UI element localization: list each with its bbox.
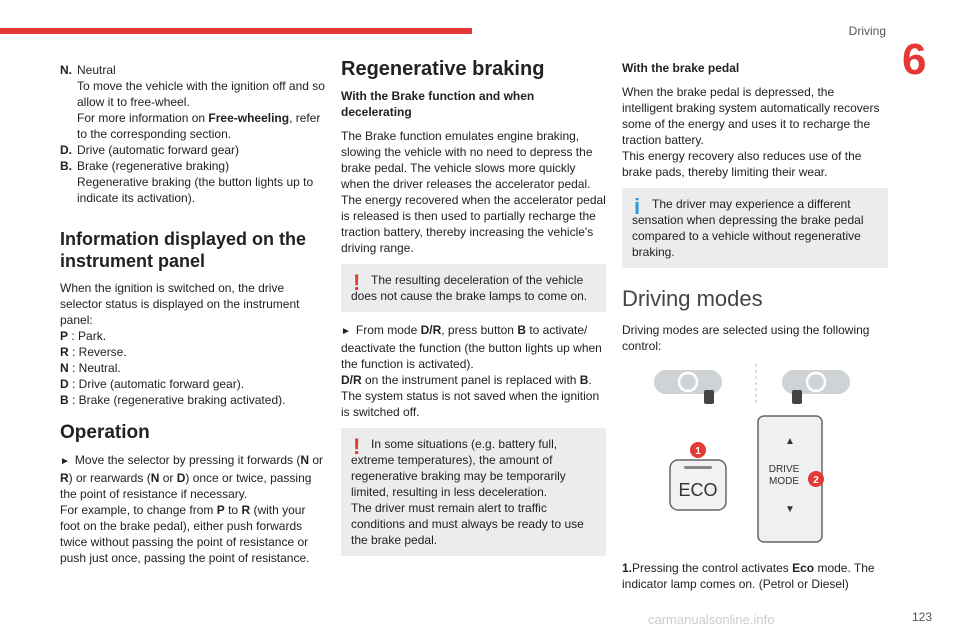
warning-text: In some situations (e.g. battery full, extreme temperatures), the amount of regenerative braking may be temporarily limited, resulting in less deceleration.: [351, 437, 566, 499]
column-1: [60, 62, 326, 572]
pedal-paragraph: This energy recovery also reduces use of the brake pads, thereby limiting their wear.: [622, 149, 862, 179]
status-key: P: [60, 329, 69, 343]
free-wheeling-ref: Free-wheeling: [208, 111, 290, 125]
drive-label: DRIVE: [768, 464, 800, 475]
heading-regenerative-braking: Regenerative braking: [341, 58, 545, 80]
drive-mode-diagram: [622, 362, 888, 552]
mode-description: 1.Pressing the control activates Eco mode. The indicator lamp comes on. (Petrol or Diesel): [622, 561, 875, 591]
subheading-brake-function: With the Brake function and when decelerating: [341, 89, 535, 119]
warning-text: The resulting deceleration of the vehicle does not cause the brake lamps to come on.: [351, 273, 588, 303]
def-key: D.: [60, 143, 72, 157]
chapter-number: 6: [902, 35, 927, 84]
info-intro-text: When the ignition is switched on, the drive selector status is displayed on the instrument panel:: [60, 281, 300, 327]
def-line: Neutral: [77, 63, 116, 77]
def-line: Regenerative braking (the button lights up to indicate its activation).: [77, 175, 314, 205]
brake-button-instructions: ► From mode D/R, press button B to activate/ deactivate the function (the button lights up when the function is activated). D/R on the instrument panel is replaced with B. The system status is not saved when the ignition is switched off.: [341, 323, 602, 419]
section-name: Driving: [848, 24, 886, 38]
def-body: [77, 158, 326, 206]
watermark: carmanualsonline.info: [648, 612, 775, 627]
info-icon: i: [634, 194, 641, 219]
operation-text: ► Move the selector by pressing it forwards (N or R) or rearwards (N or D) once or twice, passing the point of resistance if necessary. For example, to change from P to R (with your foot on the brake pedal), either push forwards twice without passing the point of resistance or push just once, passing the point of resistance.: [60, 453, 324, 565]
warning-text: The driver must remain alert to traffic conditions and must always be ready to use the brake pedal.: [351, 501, 584, 547]
column-2: [341, 58, 606, 566]
status-value: : Reverse.: [68, 345, 127, 359]
status-value: : Park.: [68, 329, 107, 343]
warning-icon: !: [353, 434, 361, 459]
info-text: The driver may experience a different sensation when depressing the brake pedal compared to a vehicle without regenerative braking.: [632, 197, 864, 259]
steering-wheel-right-icon: [782, 370, 850, 404]
column-3: [622, 58, 888, 598]
callout-2-label: 2: [813, 475, 819, 486]
mode-label: MODE: [769, 476, 799, 487]
item-number: 1.: [622, 561, 633, 575]
eco-indicator-lamp: [684, 466, 712, 469]
status-key: N: [60, 361, 69, 375]
warning-note: [341, 428, 606, 556]
rocker-down-arrow: ▼: [785, 504, 795, 515]
bullet-arrow-icon: ►: [60, 456, 70, 467]
rocker-up-arrow: ▲: [785, 436, 795, 447]
def-line: Drive (automatic forward gear): [77, 143, 240, 157]
status-key: R: [60, 345, 69, 359]
def-key: B.: [60, 159, 72, 173]
status-key: D: [60, 377, 69, 391]
status-key: B: [60, 393, 69, 407]
def-neutral: [60, 62, 326, 142]
drive-mode-illustration: [622, 362, 888, 552]
def-line: , refer to the corresponding section.: [77, 111, 321, 141]
def-body: [77, 62, 326, 142]
callout-1-label: 1: [695, 446, 701, 457]
heading-driving-modes: Driving modes: [622, 286, 763, 311]
status-value: : Brake (regenerative braking activated).: [68, 393, 286, 407]
modes-intro: Driving modes are selected using the following control:: [622, 323, 870, 353]
warning-icon: !: [353, 270, 361, 295]
steering-wheel-left-icon: [654, 370, 722, 404]
bullet-arrow-icon: ►: [341, 326, 351, 337]
info-intro: [60, 280, 326, 408]
page-number: 123: [911, 610, 932, 624]
def-brake: [60, 158, 326, 206]
eco-label: ECO: [678, 480, 718, 500]
status-value: : Neutral.: [68, 361, 121, 375]
pedal-paragraph: When the brake pedal is depressed, the intelligent braking system automatically recovers some of the energy and uses it to recharge the traction battery.: [622, 85, 880, 147]
def-line: For more information on: [77, 111, 209, 125]
subheading-brake-pedal: With the brake pedal: [622, 61, 740, 75]
heading-operation: Operation: [60, 422, 150, 443]
info-note: [622, 188, 888, 268]
status-value: : Drive (automatic forward gear).: [68, 377, 245, 391]
regen-paragraph: The Brake function emulates engine braking, slowing the vehicle with no need to depress the brake pedal. The vehicle slows more quickly when the driver releases the accelerator pedal. The energy recovered when the accelerator pedal is released is then used to partially recharge the traction battery, thereby increasing the vehicle's driving range.: [341, 129, 606, 255]
warning-note: [341, 264, 606, 312]
def-key: N.: [60, 63, 72, 77]
def-line: Brake (regenerative braking): [77, 159, 230, 173]
header-accent-bar: [0, 28, 472, 34]
def-line: To move the vehicle with the ignition off and so allow it to free-wheel.: [77, 79, 325, 109]
def-drive: [60, 142, 326, 158]
heading-info-panel: Information displayed on the instrument panel: [60, 229, 307, 271]
